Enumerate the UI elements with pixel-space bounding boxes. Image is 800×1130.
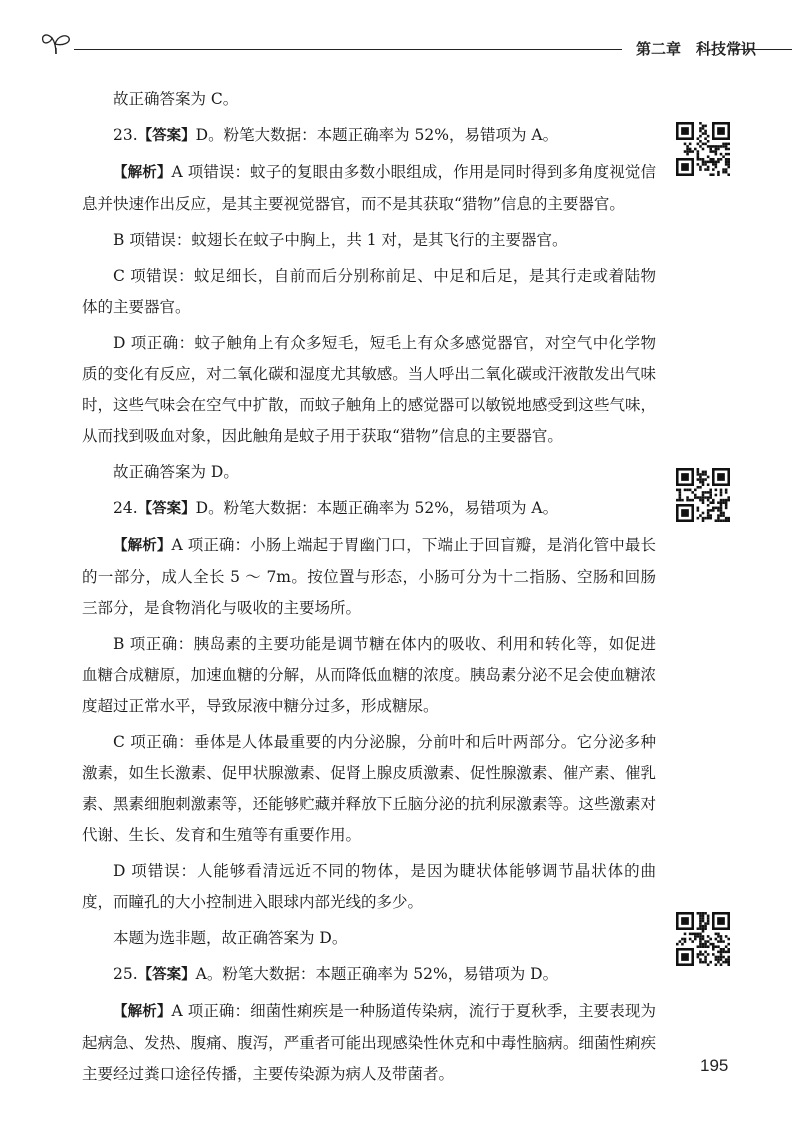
answer-tag: 【答案】 <box>137 967 196 983</box>
analysis-tag: 【解析】 <box>113 165 172 181</box>
paragraph-text: A。粉笔大数据：本题正确率为 52%，易错项为 D。 <box>195 965 559 983</box>
paragraph-text: 本题为选非题，故正确答案为 D。 <box>113 929 348 947</box>
paragraph-text: C 项错误：蚊足细长，自前而后分别称前足、中足和后足，是其行走或着陆物体的主要器官。 <box>82 267 656 316</box>
paragraph-23-d <box>82 328 656 452</box>
analysis-tag: 【解析】 <box>113 1004 172 1020</box>
header-rule-left <box>74 49 622 50</box>
paragraph-text: 故正确答案为 D。 <box>113 463 239 481</box>
paragraph-text: A 项错误：蚊子的复眼由多数小眼组成，作用是同时得到多角度视觉信息并快速作出反应，是其主要视觉器官，而不是其获取“猎物”信息的主要器官。 <box>82 163 657 213</box>
paragraph-23-b <box>82 225 656 256</box>
answer-24 <box>82 493 656 525</box>
analysis-24 <box>82 530 656 624</box>
conclusion-23 <box>82 457 656 488</box>
qr-code-icon[interactable] <box>676 912 730 966</box>
sprout-logo-icon <box>40 30 72 56</box>
paragraph-text: D 项正确：蚊子触角上有众多短毛，短毛上有众多感觉器官，对空气中化学物质的变化有反应，对二氧化碳和湿度尤其敏感。当人呼出二氧化碳或汗液散发出气味时，这些气味会在空气中扩散，而蚊子触角上的感觉器可以敏锐地感受到这些气味，从而找到吸血对象，因此触角是蚊子用于获取“猎物”信息的主要器官。 <box>82 334 656 445</box>
page-content <box>82 84 656 1090</box>
answer-23 <box>82 120 656 152</box>
page-number: 195 <box>700 1056 729 1075</box>
paragraph-1 <box>82 84 656 115</box>
question-number: 25. <box>113 965 138 983</box>
question-number: 24. <box>113 499 138 517</box>
qr-code-icon[interactable] <box>676 122 730 176</box>
analysis-25 <box>82 996 656 1090</box>
qr-code-icon[interactable] <box>676 468 730 522</box>
question-number: 23. <box>113 126 138 144</box>
paragraph-text: C 项正确：垂体是人体最重要的内分泌腺，分前叶和后叶两部分。它分泌多种激素，如生长激素、促甲状腺激素、促肾上腺皮质激素、促性腺激素、催产素、催乳素、黑素细胞刺激素等，还能够贮藏并释放下丘脑分泌的抗利尿激素等。这些激素对代谢、生长、发育和生殖等有重要作用。 <box>82 733 656 844</box>
answer-tag: 【答案】 <box>137 128 196 144</box>
paragraph-24-b <box>82 629 656 722</box>
paragraph-text: D 项错误：人能够看清远近不同的物体，是因为睫状体能够调节晶状体的曲度，而瞳孔的大小控制进入眼球内部光线的多少。 <box>82 862 656 911</box>
analysis-23 <box>82 157 656 220</box>
paragraph-text: B 项错误：蚊翅长在蚊子中胸上，共 1 对，是其飞行的主要器官。 <box>113 231 568 249</box>
answer-25 <box>82 959 656 991</box>
answer-tag: 【答案】 <box>137 501 196 517</box>
page-header <box>40 30 760 60</box>
paragraph-text: D。粉笔大数据：本题正确率为 52%，易错项为 A。 <box>195 499 559 517</box>
chapter-title: 第二章 科技常识 <box>636 40 757 58</box>
header-rule-right <box>732 49 792 50</box>
paragraph-text: B 项正确：胰岛素的主要功能是调节糖在体内的吸收、利用和转化等，如促进血糖合成糖原，加速血糖的分解，从而降低血糖的浓度。胰岛素分泌不足会使血糖浓度超过正常水平，导致尿液中糖分过多，形成糖尿。 <box>82 635 656 715</box>
conclusion-24 <box>82 923 656 954</box>
paragraph-24-d <box>82 856 656 918</box>
paragraph-23-c <box>82 261 656 323</box>
analysis-tag: 【解析】 <box>113 538 172 554</box>
paragraph-24-c <box>82 727 656 851</box>
paragraph-text: 故正确答案为 C。 <box>113 90 239 108</box>
paragraph-text: D。粉笔大数据：本题正确率为 52%，易错项为 A。 <box>195 126 559 144</box>
paragraph-text: A 项正确：细菌性痢疾是一种肠道传染病，流行于夏秋季，主要表现为起病急、发热、腹痛、腹泻，严重者可能出现感染性休克和中毒性脑病。细菌性痢疾主要经过粪口途径传播，主要传染源为病人及带菌者。 <box>82 1002 657 1083</box>
paragraph-text: A 项正确：小肠上端起于胃幽门口，下端止于回盲瓣，是消化管中最长的一部分，成人全长 5 ～ 7m。按位置与形态，小肠可分为十二指肠、空肠和回肠三部分，是食物消化与吸收的主要场所。 <box>82 536 657 617</box>
